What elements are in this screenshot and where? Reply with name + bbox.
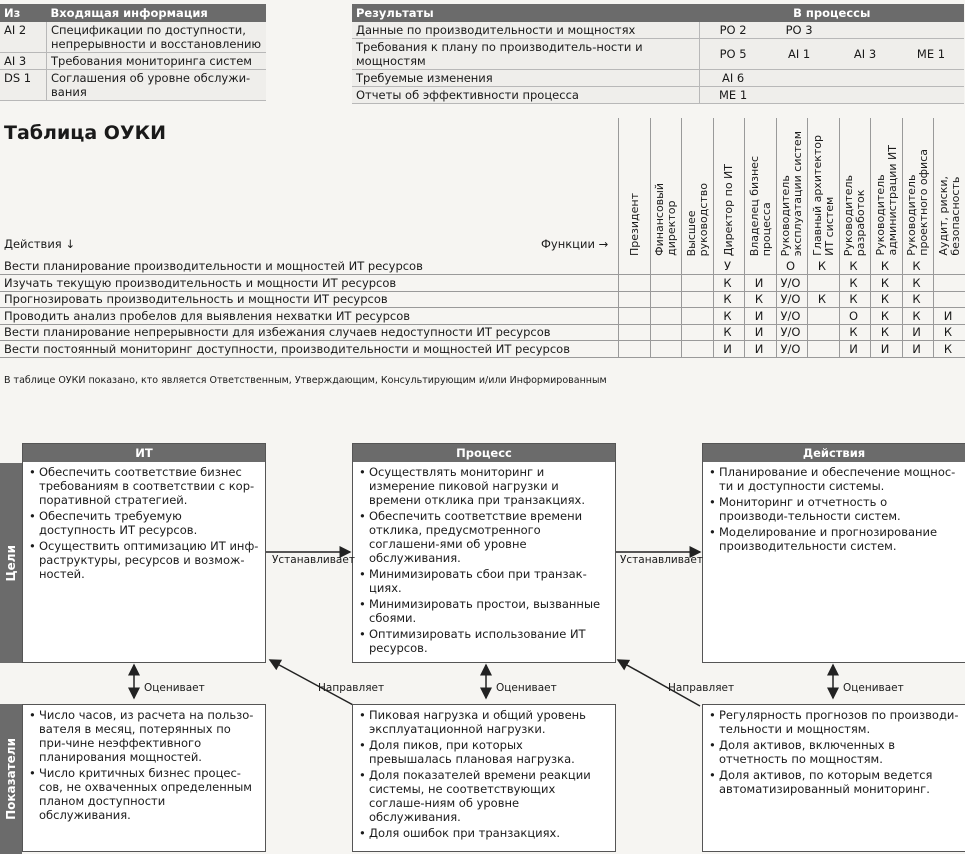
list-item: • Мониторинг и отчетность о производи-тельности систем. bbox=[719, 495, 959, 523]
raci-cell: И bbox=[754, 341, 764, 356]
list-item: • Обеспечить соответствие времени отклика, предусмотренного соглашени-ями об уровне обслуживания. bbox=[369, 509, 609, 565]
raci-cell: К bbox=[849, 292, 858, 306]
list-item: • Число часов, из расчета на пользо-вателя в месяц, потерянных по при-чине неэффективного планирования мощностей. bbox=[39, 708, 259, 764]
raci-title: Таблица ОУКИ bbox=[4, 122, 167, 144]
output-process: ME 1 bbox=[700, 87, 767, 104]
list-item: • Оптимизировать использование ИТ ресурсов. bbox=[369, 627, 609, 655]
raci-cell: К bbox=[723, 292, 732, 306]
list-item: • Осуществить оптимизацию ИТ инф-раструктуры, ресурсов и возмож-ностей. bbox=[39, 539, 259, 581]
it-goals-box bbox=[22, 443, 266, 663]
raci-cell: К bbox=[817, 259, 827, 273]
raci-function-label: Руководитель эксплуатации систем bbox=[779, 130, 805, 256]
output-process: AI 3 bbox=[832, 39, 898, 70]
output-process: PO 2 bbox=[700, 22, 767, 39]
raci-cell: К bbox=[754, 292, 764, 306]
raci-action: Вести планирование непрерывности для избежания случаев недоступности ИТ ресурсов bbox=[4, 325, 551, 339]
raci-cell: К bbox=[880, 292, 890, 306]
output-process: AI 1 bbox=[766, 39, 832, 70]
list-item: • Обеспечить соответствие бизнес требованиям в соответствии с кор-поративной стратегией. bbox=[39, 465, 259, 507]
raci-function-label: Руководитель администрации ИТ bbox=[873, 145, 899, 256]
edge-label-sets: Устанавливает bbox=[272, 554, 355, 566]
edge-label-evaluates: Оценивает bbox=[843, 682, 904, 694]
raci-action: Вести постоянный мониторинг доступности, производительности и мощностей ИТ ресурсов bbox=[4, 341, 570, 356]
output-result: Отчеты об эффективности процесса bbox=[352, 87, 700, 104]
output-result: Требуемые изменения bbox=[352, 70, 700, 87]
raci-cell: К bbox=[912, 275, 921, 290]
goals-side-label: Цели bbox=[0, 463, 22, 663]
edge-label-evaluates: Оценивает bbox=[144, 682, 205, 694]
actions-goals-box bbox=[702, 443, 965, 663]
box-title: Процесс bbox=[353, 444, 615, 462]
raci-cell: И bbox=[754, 308, 764, 323]
input-info: Спецификации по доступности, непрерывности и восстановлению bbox=[47, 22, 267, 53]
goals-list bbox=[23, 465, 265, 581]
metrics-list bbox=[23, 708, 265, 822]
raci-cell: И bbox=[912, 325, 921, 339]
list-item: • Минимизировать сбои при транзак-циях. bbox=[369, 567, 609, 595]
output-process: PO 3 bbox=[766, 22, 832, 39]
raci-function-label: Финансовый директор bbox=[653, 183, 679, 256]
raci-cell: И bbox=[912, 341, 921, 356]
raci-cell: О bbox=[785, 259, 796, 273]
edge-label-directs: Направляет bbox=[318, 682, 385, 694]
raci-actions-label: Действия ↓ bbox=[4, 237, 76, 251]
output-result: Требования к плану по производитель-ности и мощностям bbox=[352, 39, 700, 70]
output-process: ME 1 bbox=[898, 39, 964, 70]
raci-cell: К bbox=[849, 259, 858, 273]
input-info: Требования мониторинга систем bbox=[47, 53, 267, 70]
raci-cell: К bbox=[723, 308, 732, 323]
raci-action: Изучать текущую производительность и мощности ИТ ресурсов bbox=[4, 275, 397, 290]
raci-cell: И bbox=[723, 341, 732, 356]
raci-cell: И bbox=[880, 341, 890, 356]
raci-cell: У/О bbox=[780, 308, 801, 323]
raci-cell: К bbox=[723, 275, 732, 290]
list-item: • Доля показателей времени реакции системы, не соответствующих соглаше-ниям об уровне обслуживания. bbox=[369, 768, 609, 824]
list-item: • Доля активов, по которым ведется автоматизированный мониторинг. bbox=[719, 768, 959, 796]
raci-cell: К bbox=[943, 341, 953, 356]
list-item: • Моделирование и прогнозирование производительности систем. bbox=[719, 525, 959, 553]
raci-cell: К bbox=[943, 325, 953, 339]
input-header-info: Входящая информация bbox=[47, 4, 267, 22]
raci-functions-label: Функции → bbox=[541, 237, 609, 251]
raci-cell: К bbox=[880, 275, 890, 290]
list-item: • Планирование и обеспечение мощнос-ти и доступности системы. bbox=[719, 465, 959, 493]
raci-function-label: Руководитель проектного офиса bbox=[905, 149, 931, 256]
raci-function-label: Высшее руководство bbox=[684, 182, 710, 256]
list-item: • Доля активов, включенных в отчетность по мощностям. bbox=[719, 738, 959, 766]
output-process: PO 5 bbox=[700, 39, 767, 70]
list-item: • Регулярность прогнозов по производи-тельности и мощностям. bbox=[719, 708, 959, 736]
raci-action: Прогнозировать производительность и мощности ИТ ресурсов bbox=[4, 292, 388, 306]
raci-cell: К bbox=[880, 308, 890, 323]
raci-cell: У/О bbox=[780, 275, 801, 290]
raci-function-label: Президент bbox=[627, 193, 641, 256]
raci-note: В таблице ОУКИ показано, кто является Ответственным, Утверждающим, Консультирующим и/или Информированным bbox=[4, 375, 607, 386]
raci-cell: К bbox=[849, 275, 858, 290]
raci-function-label: Руководитель разработок bbox=[842, 174, 868, 256]
raci-function-label: Главный архитектор ИТ систем bbox=[810, 135, 836, 256]
input-from: AI 2 bbox=[0, 22, 47, 53]
input-info: Соглашения об уровне обслужи-вания bbox=[47, 70, 267, 101]
it-metrics-box bbox=[22, 704, 266, 852]
list-item: • Осуществлять мониторинг и измерение пиковой нагрузки и времени отклика при транзакциях. bbox=[369, 465, 609, 507]
raci-cell: К bbox=[817, 292, 827, 306]
list-item: • Число критичных бизнес процес-сов, не охваченных определенным планом доступности обслуживания. bbox=[39, 766, 259, 822]
goals-list bbox=[353, 465, 615, 655]
raci-cell: О bbox=[848, 308, 859, 323]
output-process: AI 6 bbox=[700, 70, 767, 87]
raci-cell: К bbox=[849, 325, 858, 339]
list-item: • Пиковая нагрузка и общий уровень эксплуатационной нагрузки. bbox=[369, 708, 609, 736]
raci-action: Проводить анализ пробелов для выявления нехватки ИТ ресурсов bbox=[4, 308, 411, 323]
raci-cell: К bbox=[723, 325, 732, 339]
input-from: DS 1 bbox=[0, 70, 47, 101]
raci-cell: К bbox=[912, 292, 921, 306]
list-item: • Доля ошибок при транзакциях. bbox=[369, 826, 609, 840]
raci-cell: К bbox=[912, 308, 921, 323]
input-from: AI 3 bbox=[0, 53, 47, 70]
raci-cell: У/О bbox=[780, 325, 801, 339]
raci-cell: У/О bbox=[780, 292, 801, 306]
metrics-list bbox=[353, 708, 615, 840]
metrics-list bbox=[703, 708, 965, 796]
edge-label-evaluates: Оценивает bbox=[496, 682, 557, 694]
edge-label-sets: Устанавливает bbox=[620, 554, 703, 566]
process-metrics-box bbox=[352, 704, 616, 852]
raci-cell: И bbox=[849, 341, 858, 356]
actions-metrics-box bbox=[702, 704, 965, 852]
raci-function-label: Директор по ИТ bbox=[722, 163, 736, 256]
list-item: • Минимизировать простои, вызванные сбоями. bbox=[369, 597, 609, 625]
raci-cell: К bbox=[880, 325, 890, 339]
box-title: ИТ bbox=[23, 444, 265, 462]
edge-label-directs: Направляет bbox=[668, 682, 735, 694]
raci-cell: И bbox=[943, 308, 953, 323]
output-header-results: Результаты bbox=[352, 4, 700, 22]
raci-function-label: Аудит, риски, безопасность bbox=[936, 176, 962, 256]
raci-cell: И bbox=[754, 325, 764, 339]
output-header-processes: В процессы bbox=[700, 4, 964, 22]
raci-cell: К bbox=[880, 259, 890, 273]
raci-cell: У/О bbox=[780, 341, 801, 356]
list-item: • Обеспечить требуемую доступность ИТ ресурсов. bbox=[39, 509, 259, 537]
process-goals-box bbox=[352, 443, 616, 663]
metrics-side-label: Показатели bbox=[0, 704, 22, 854]
output-result: Данные по производительности и мощностях bbox=[352, 22, 700, 39]
goals-list bbox=[703, 465, 965, 553]
raci-action: Вести планирование производительности и мощностей ИТ ресурсов bbox=[4, 259, 423, 273]
raci-cell: У bbox=[723, 259, 731, 273]
box-title: Действия bbox=[703, 444, 965, 462]
raci-cell: И bbox=[754, 275, 764, 290]
input-header-from: Из bbox=[0, 4, 47, 22]
raci-function-label: Владелец бизнес процесса bbox=[747, 155, 773, 256]
list-item: • Доля пиков, при которых превышалась плановая нагрузка. bbox=[369, 738, 609, 766]
raci-cell: К bbox=[912, 259, 921, 273]
